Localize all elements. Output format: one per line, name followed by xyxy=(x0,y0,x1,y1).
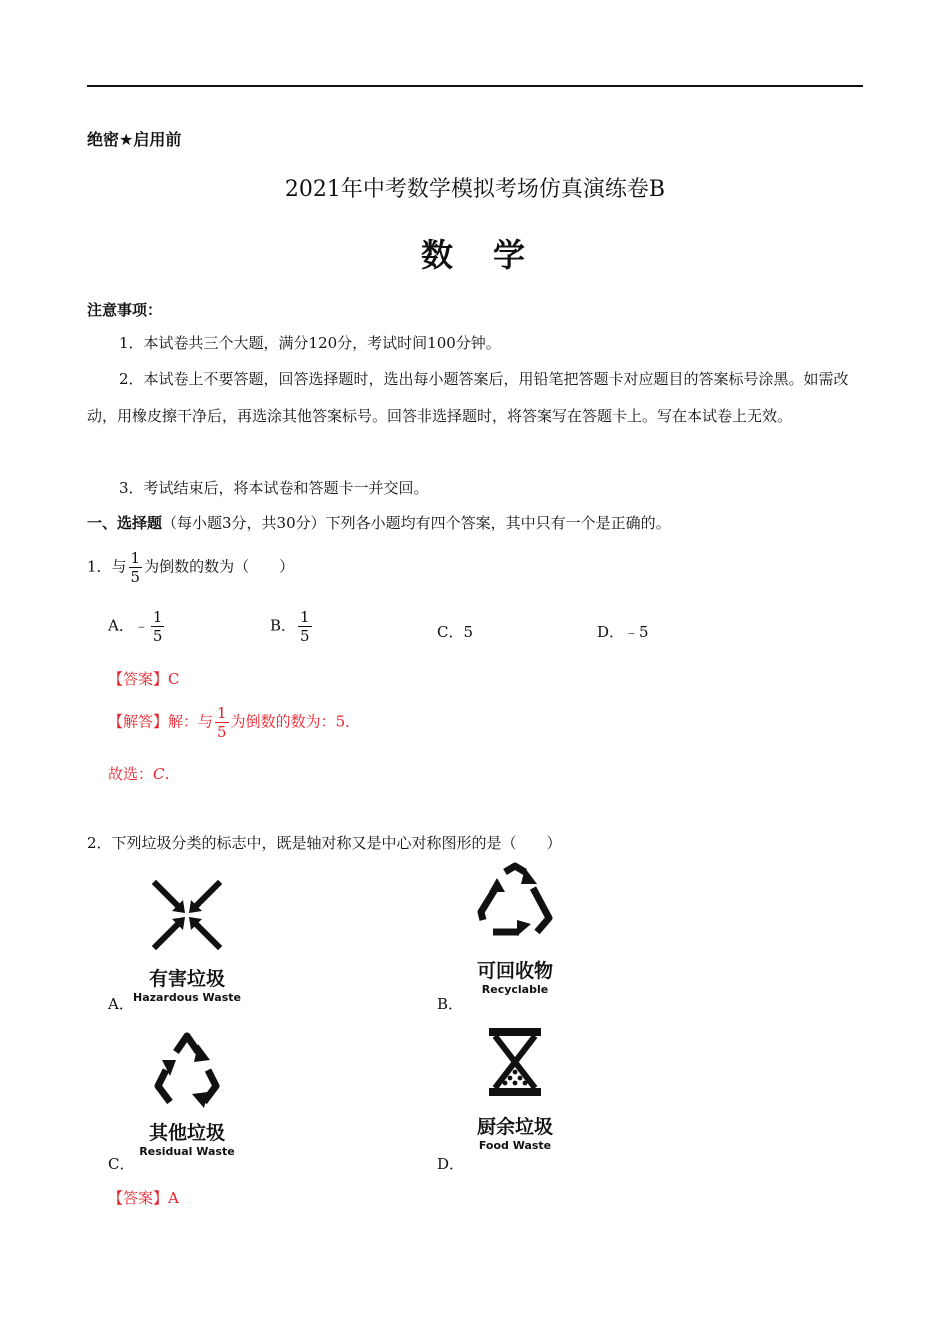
notice-heading: 注意事项： xyxy=(87,301,163,319)
q2-option-c-cn: 其他垃圾 xyxy=(148,1122,225,1144)
q1-solution-fraction xyxy=(215,704,229,741)
q1-frac-den: 5 xyxy=(130,568,141,586)
q1-option-c xyxy=(437,621,473,642)
q1-suffix: 为倒数的数为（ ） xyxy=(144,557,295,576)
section-1-header xyxy=(87,512,671,534)
q2-answer-tag: 【答案】 xyxy=(108,1189,169,1207)
recycle-icon xyxy=(475,862,555,938)
q1-choice-prefix: 故选： xyxy=(108,765,154,783)
q1-solution-suffix: 为倒数的数为：5． xyxy=(230,712,361,731)
q1-option-d-value: ﹣5 xyxy=(624,623,649,641)
q2-option-a-en: Hazardous Waste xyxy=(133,991,241,1004)
q2-option-c-label: C． xyxy=(108,1155,135,1173)
q2-option-b-label: B． xyxy=(437,995,464,1013)
hazardous-waste-icon xyxy=(152,880,222,950)
q2-option-a-label: A． xyxy=(108,995,134,1013)
q1-option-b-fraction xyxy=(298,608,312,645)
q1-solution-tag: 【解答】 xyxy=(108,712,169,731)
residual-waste-icon xyxy=(152,1030,222,1110)
q1-option-a-num: 1 xyxy=(152,608,163,626)
q2-option-b-cn: 可回收物 xyxy=(476,960,553,982)
q2-option-d-figure xyxy=(455,1024,575,1152)
secret-label: 绝密★启用前 xyxy=(87,130,182,149)
hourglass-icon xyxy=(485,1024,545,1100)
exam-title: 2021年中考数学模拟考场仿真演练卷B xyxy=(284,177,666,202)
notice-item-1: 1．本试卷共三个大题，满分120分，考试时间100分钟。 xyxy=(119,334,501,352)
q1-prefix: 1．与 xyxy=(87,557,127,576)
q1-option-c-label: C． xyxy=(437,623,464,641)
q2-option-a-cn: 有害垃圾 xyxy=(148,968,225,990)
q1-fraction xyxy=(129,549,143,586)
q2-option-d-cn: 厨余垃圾 xyxy=(476,1116,553,1138)
q1-solution-den: 5 xyxy=(217,723,227,741)
q1-option-a-den: 5 xyxy=(152,627,163,645)
q1-option-a-fraction xyxy=(151,608,165,645)
q1-frac-num: 1 xyxy=(130,549,141,567)
q2-option-d-en: Food Waste xyxy=(478,1139,552,1152)
q1-solution-num: 1 xyxy=(217,704,227,722)
q1-option-a-label: A． xyxy=(108,616,134,635)
q2-option-a-figure xyxy=(127,880,247,1004)
q2-option-c-en: Residual Waste xyxy=(139,1145,235,1158)
q1-answer-tag: 【答案】 xyxy=(108,670,169,688)
q1-option-a xyxy=(108,608,166,645)
q1-answer xyxy=(108,668,180,689)
q1-option-b xyxy=(270,608,314,645)
section-1-title: 一、选择题 xyxy=(87,514,163,532)
q1-option-b-label: B． xyxy=(270,616,297,635)
q2-answer xyxy=(108,1187,179,1208)
q2-option-c-figure xyxy=(127,1030,247,1158)
section-1-desc: （每小题3分，共30分）下列各小题均有四个答案，其中只有一个是正确的。 xyxy=(162,514,671,532)
q1-option-a-sign: ﹣ xyxy=(133,616,149,635)
q1-solution-prefix: 解：与 xyxy=(168,712,214,731)
header-rule xyxy=(87,85,863,87)
q1-option-d xyxy=(597,621,649,642)
q1-choice-value: C． xyxy=(153,765,180,783)
q2-answer-value: A xyxy=(168,1189,179,1207)
q1-answer-value: C xyxy=(168,670,180,688)
q1-solution xyxy=(108,704,360,741)
notice-item-3: 3．考试结束后，将本试卷和答题卡一并交回。 xyxy=(119,479,429,497)
subject-title: 数 学 xyxy=(420,236,529,274)
q1-option-b-num: 1 xyxy=(300,608,310,626)
q2-option-b-figure xyxy=(455,862,575,996)
question-1-stem xyxy=(87,549,294,586)
q1-choice xyxy=(108,763,180,784)
q2-option-b-en: Recyclable xyxy=(481,983,549,996)
q1-option-b-den: 5 xyxy=(300,627,310,645)
notice-item-2: 2．本试卷上不要答题，回答选择题时，选出每小题答案后，用铅笔把答题卡对应题目的答案标号涂黑。如需改动，用橡皮擦干净后，再选涂其他答案标号。回答非选择题时，将答案写在答题卡上。写在本试卷上无效。 xyxy=(87,370,849,425)
q1-option-d-label: D． xyxy=(597,623,625,641)
q1-option-c-value: 5 xyxy=(463,623,474,641)
q2-option-d-label: D． xyxy=(437,1155,465,1173)
question-2-stem: 2．下列垃圾分类的标志中，既是轴对称又是中心对称图形的是（ ） xyxy=(87,834,562,852)
